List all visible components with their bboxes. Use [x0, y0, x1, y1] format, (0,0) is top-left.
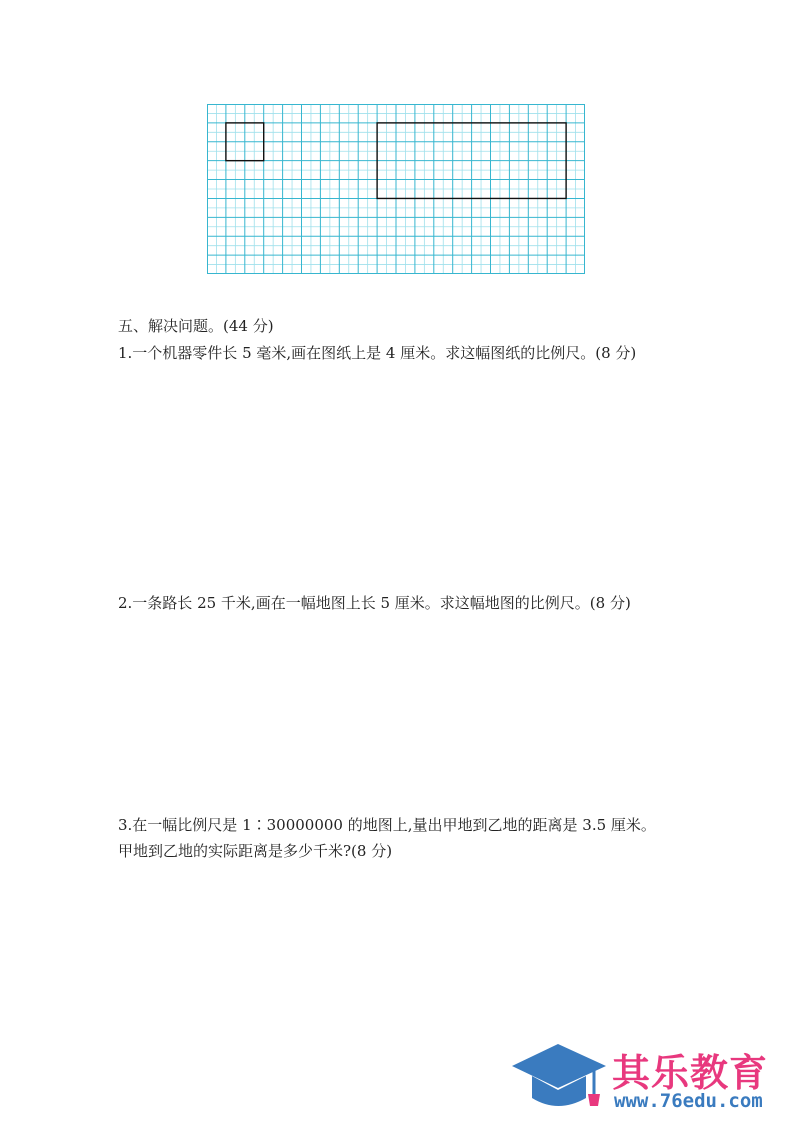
brand-logo [508, 1038, 788, 1118]
section-title: 五、解决问题。(44 分) [118, 317, 274, 335]
brand-name: 其乐教育 [612, 1051, 769, 1095]
question-3-line-1: 3.在一幅比例尺是 1∶30000000 的地图上,量出甲地到乙地的距离是 3.5 厘米。 [118, 816, 656, 834]
brand-url: www.76edu.com [614, 1090, 763, 1112]
grid-figure [207, 104, 585, 274]
graduation-cap-icon [508, 1038, 612, 1118]
grid-paper [207, 104, 585, 274]
question-3 [118, 812, 656, 864]
question-2 [118, 590, 631, 616]
question-2-line-1: 2.一条路长 25 千米,画在一幅地图上长 5 厘米。求这幅地图的比例尺。(8 分) [118, 594, 631, 612]
question-3-line-2: 甲地到乙地的实际距离是多少千米?(8 分) [118, 842, 393, 860]
question-1 [118, 340, 636, 366]
question-1-line-1: 1.一个机器零件长 5 毫米,画在图纸上是 4 厘米。求这幅图纸的比例尺。(8 分) [118, 344, 637, 362]
